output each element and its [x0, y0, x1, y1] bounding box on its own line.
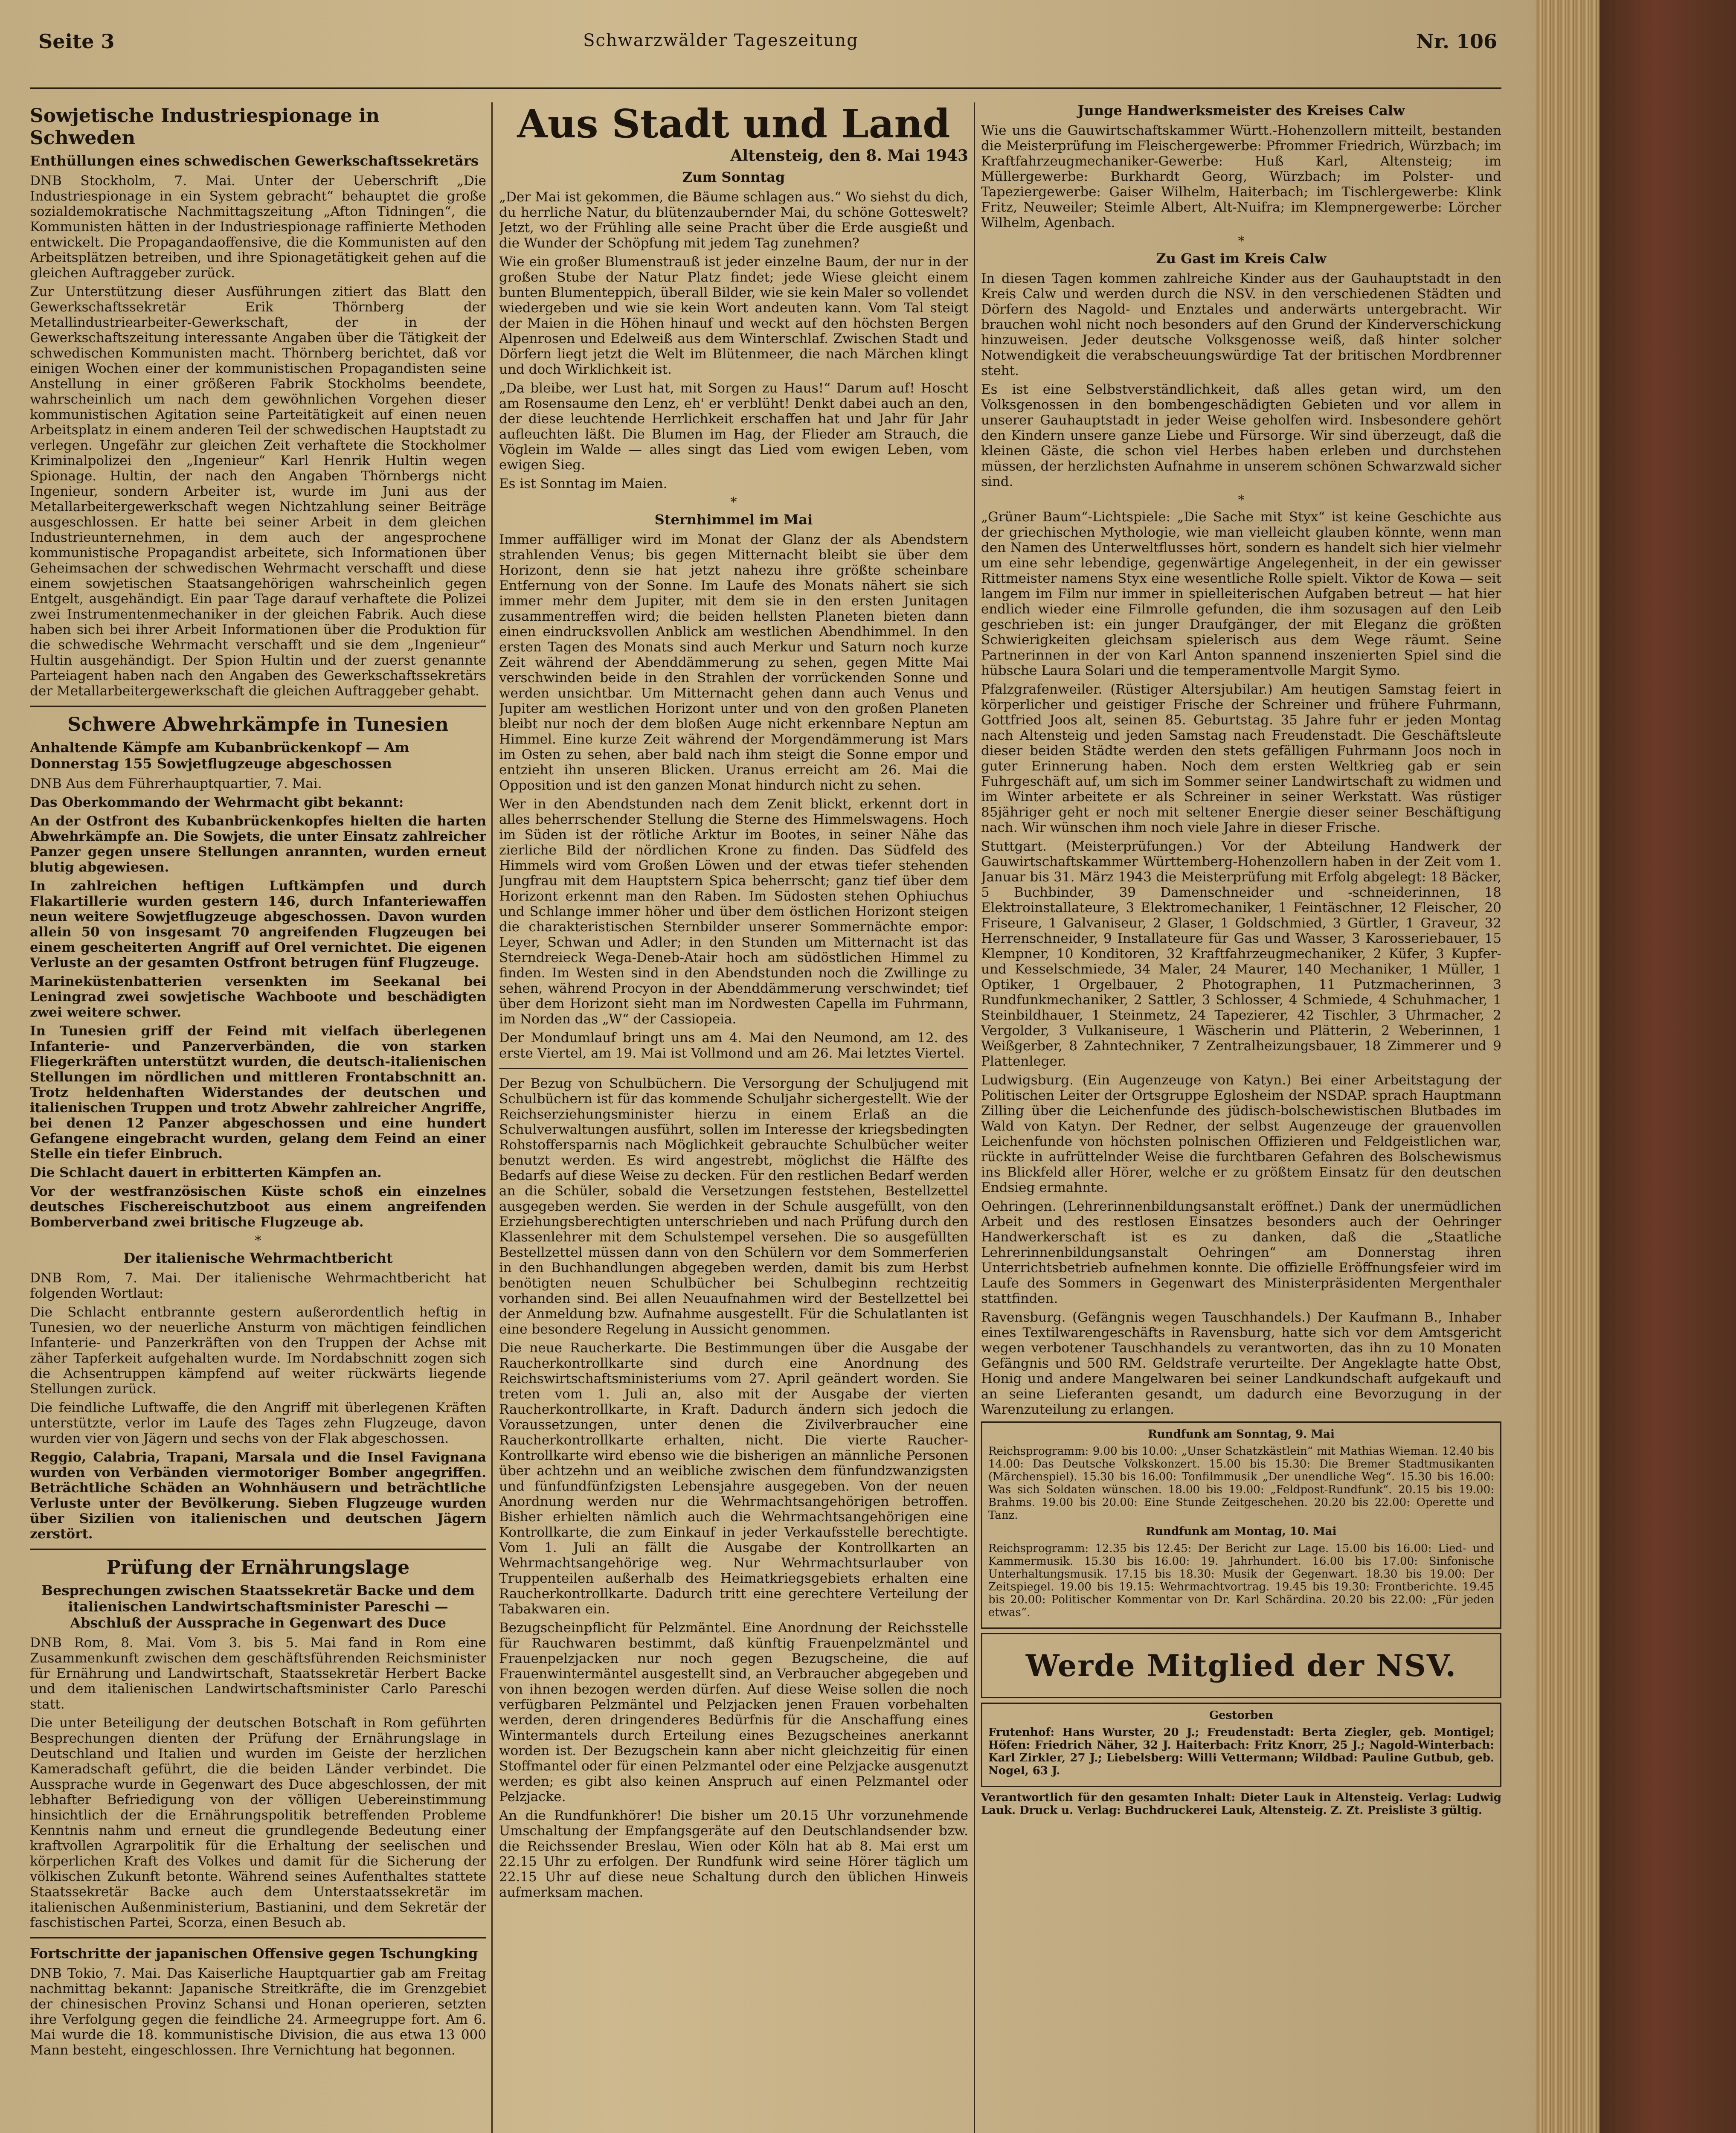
article-title: Zum Sonntag [682, 169, 785, 185]
paragraph: In Tunesien griff der Feind mit vielfach überlegenen Infanterie- und Panzerverbänden, die von starken Fliegerkräften unterstützt wurden, die deutsch-italienischen Stellungen im nördlichen und mittleren Frontabschnitt an. Trotz heldenhaften Widerstandes der deutschen und italienischen Truppen und trotz Abwehr zahlreicher Angriffe, bei denen 12 Panzer abgeschossen und eine hundert Gefangene eingebracht wurden, gelang dem Feind an einer Stelle ein tiefer Einbruch. [30, 1023, 486, 1162]
divider [30, 1549, 486, 1550]
column-divider [491, 102, 493, 2133]
paragraph: Bezugscheinpflicht für Pelzmäntel. Eine Anordnung der Reichsstelle für Rauchwaren bestimmt, daß künftig Frauenpelzmäntel und Frauenpelzjacken nur noch gegen Bezugscheine, die auf Frauenwintermäntel ausgestellt sind, an Verbraucher abgegeben und von ihnen bezogen werden dürfen. Auf diese Weise sollen die noch verfügbaren Pelzmäntel und Pelzjacken jenen Frauen vorbehalten werden, deren dringenderes Bedürfnis für die Anschaffung eines Wintermantels durch Erteilung eines Bezugscheines anerkannt worden ist. Der Bezugschein kann aber nicht gleichzeitig für einen Stoffmantel oder für einen Pelzmantel oder eine Pelzjacke ausgenutzt werden; es gibt also keinen Anspruch auf einen Pelzmantel oder Pelzjacke. [499, 1620, 968, 1805]
column-divider [974, 102, 975, 2133]
article-subtitle: Enthüllungen eines schwedischen Gewerkschaftssekretärs [30, 153, 479, 169]
newspaper-name: Schwarzwälder Tageszeitung [583, 31, 859, 50]
divider [30, 1937, 486, 1938]
paragraph: Wie uns die Gauwirtschaftskammer Württ.-Hohenzollern mitteilt, bestanden die Meisterprüfung im Fleischergewerbe: Pfrommer Friedrich, Würzbach; im Kraftfahrzeugmechaniker-Gewerbe: Huß Karl, Altensteig; im Müllergewerbe: Burkhardt Georg, Würzbach; im Polster- und Tapeziergewerbe: Gaiser Wilhelm, Haiterbach; im Tischlergewerbe: Klink Fritz, Neuweiler; Steimle Albert, Alt-Nuifra; im Klempnergewerbe: Lörcher Wilhelm, Agenbach. [981, 123, 1501, 230]
article-subtitle: Besprechungen zwischen Staatssekretär Backe und dem italienischen Landwirtschaftsminister Pareschi — Abschluß der Aussprache in Gegenwart des Duce [41, 1582, 475, 1631]
obituary-box [981, 1703, 1501, 1787]
paragraph: An der Ostfront des Kubanbrückenkopfes hielten die harten Abwehrkämpfe an. Die Sowjets, die unter Einsatz zahlreicher Panzer gegen unsere Stellungen anrannten, wurden erneut blutig abgewiesen. [30, 814, 486, 875]
separator-star: * [730, 495, 737, 510]
article-title: Prüfung der Ernährungslage [106, 1557, 410, 1578]
article-title: Sowjetische Industriespionage in Schweden [30, 105, 380, 149]
page-header [38, 26, 1497, 77]
paragraph: Stuttgart. (Meisterprüfungen.) Vor der Abteilung Handwerk der Gauwirtschaftskammer Württemberg-Hohenzollern haben in der Zeit vom 1. Januar bis 31. März 1943 die Meisterprüfung mit Erfolg abgelegt: 18 Bäcker, 5 Buchbinder, 39 Damenschneider und -schneiderinnen, 18 Elektroinstallateure, 3 Elektromechaniker, 1 Feintäschner, 12 Fleischer, 20 Friseure, 1 Galvaniseur, 2 Glaser, 1 Goldschmied, 3 Gürtler, 1 Graveur, 32 Herrenschneider, 9 Installateure für Gas und Wasser, 3 Karosseriebauer, 15 Klempner, 10 Konditoren, 32 Kraftfahrzeugmechaniker, 2 Küfer, 3 Kupfer- und Kesselschmiede, 34 Maler, 24 Maurer, 140 Mechaniker, 1 Müller, 1 Optiker, 1 Orgelbauer, 2 Photographen, 11 Putzmacherinnen, 3 Rundfunkmechaniker, 2 Sattler, 3 Schlosser, 4 Schmiede, 4 Schuhmacher, 1 Steinbildhauer, 1 Steinmetz, 24 Tapezierer, 42 Tischler, 3 Uhrmacher, 2 Vergolder, 3 Vulkaniseure, 1 Wäscherin und Plätterin, 2 Weberinnen, 1 Weißgerber, 8 Zahntechniker, 7 Zentralheizungsbauer, 18 Zimmerer und 9 Plattenleger. [981, 839, 1501, 1069]
separator-star: * [1238, 493, 1245, 508]
paragraph: Die Schlacht entbrannte gestern außerordentlich heftig in Tunesien, wo der neuerliche Ansturm von mächtigen feindlichen Infanterie- und Panzerkräften von den Truppen der Achse mit zäher Tapferkeit aufgehalten wurde. Im Nordabschnitt zogen sich die Achsentruppen kämpfend auf weiter rückwärts liegende Stellungen zurück. [30, 1305, 486, 1397]
paragraph: Die neue Raucherkarte. Die Bestimmungen über die Ausgabe der Raucherkontrollkarte sind durch eine Anordnung des Reichswirtschaftsministeriums vom 27. April geändert worden. Sie treten vom 1. Juli an, also mit der Ausgabe der vierten Raucherkontrollkarte, in Kraft. Dadurch ändern sich jedoch die Voraussetzungen, unter denen die Zivilverbraucher eine Raucherkontrollkarte erhalten, nicht. Die vierte Raucher-Kontrollkarte wird ebenso wie die bisherigen an männliche Personen über achtzehn und an weibliche zwischen dem fünfundzwanzigsten und fünfundfünfzigsten Lebensjahre ausgegeben. Von der neuen Anordnung werden nur die Wehrmachtsangehörigen betroffen. Bisher erhielten nämlich auch die Wehrmachtsangehörigen eine Kontrollkarte, die zum Einkauf in jeder Verkaufsstelle berechtigte. Vom 1. Juli an fällt die Ausgabe der Kontrollkarten an Wehrmachtsangehörige weg. Nur Wehrmachtsurlauber von Truppenteilen außerhalb des Heimatkriegsgebiets erhalten eine Raucherkontrollkarte. Dadurch tritt eine gerechtere Verteilung der Tabakwaren ein. [499, 1340, 968, 1617]
paragraph: Die feindliche Luftwaffe, die den Angriff mit überlegenen Kräften unterstützte, verlor im Laufe des Tages zehn Flugzeuge, davon wurden vier von Jägern und sechs von der Flak abgeschossen. [30, 1400, 486, 1446]
column-middle [499, 102, 968, 2133]
book-spine [1600, 0, 1736, 2133]
paragraph: „Da bleibe, wer Lust hat, mit Sorgen zu Haus!“ Darum auf! Hoscht am Rosensaume den Lenz, eh' er verblüht! Denkt dabei auch an den, der diese leuchtende Herrlichkeit erschaffen hat und Jahr für Jahr aufleuchten läßt. Die Blumen im Hag, der Flieder am Strauch, die Vöglein im Walde — alles singt das Lied vom ewigen Leben, vom ewigen Sieg. [499, 381, 968, 473]
paragraph: Reichsprogramm: 12.35 bis 12.45: Der Bericht zur Lage. 15.00 bis 16.00: Lied- und Kammermusik. 15.30 bis 16.00: 19. Jahrhundert. 16.00 bis 17.00: Sinfonische Unterhaltungsmusik. 17.15 bis 18.30: Musik der Gegenwart. 18.30 bis 19.00: Der Zeitspiegel. 19.00 bis 19.15: Wehrmachtvortrag. 19.45 bis 19.30: Frontberichte. 19.45 bis 20.00: Politischer Kommentar von Dr. Karl Schärdina. 20.20 bis 22.00: „Für jeden etwas“. [988, 1542, 1494, 1619]
paragraph: An die Rundfunkhörer! Die bisher um 20.15 Uhr vorzunehmende Umschaltung der Empfangsgeräte auf den Deutschlandsender bzw. die Reichssender Breslau, Wien oder Köln hat ab 8. Mai erst um 22.15 Uhr zu erfolgen. Der Rundfunk wird seine Hörer täglich um 22.15 Uhr auf diese neue Schaltung durch den üblichen Hinweis aufmerksam machen. [499, 1808, 968, 1900]
paragraph: DNB Rom, 8. Mai. Vom 3. bis 5. Mai fand in Rom eine Zusammenkunft zwischen dem geschäftsführenden Reichsminister für Ernährung und Landwirtschaft, Staatssekretär Herbert Backe und dem italienischen Landwirtschaftsminister Carlo Pareschi statt. [30, 1635, 486, 1712]
paragraph: „Der Mai ist gekommen, die Bäume schlagen aus.“ Wo siehst du dich, du herrliche Natur, du blütenzaubernder Mai, du schöne Gotteswelt? Jetzt, wo der Frühling alle seine Pracht über die Erde ausgießt und die Wunder der Schöpfung mit jedem Tag zunehmen? [499, 189, 968, 251]
article-title: Schwere Abwehrkämpfe in Tunesien [67, 714, 449, 735]
paragraph: DNB Stockholm, 7. Mai. Unter der Ueberschrift „Die Industriespionage in ein System gebracht“ behauptet die große sozialdemokratische Nachmittagszeitung „Afton Tidningen“, die Kommunisten hätten in der Industriespionage raffinierte Methoden entwickelt. Die Propagandaoffensive, die die Kommunisten auf den Arbeitsplätzen betreiben, und ihre Spionagetätigkeit gehen auf die gleichen Auftraggeber zurück. [30, 173, 486, 281]
paragraph: Ravensburg. (Gefängnis wegen Tauschhandels.) Der Kaufmann B., Inhaber eines Textilwarengeschäfts in Ravensburg, hatte sich vor dem Amtsgericht wegen verbotener Tauschhandels zu verantworten, das ihn zu 10 Monaten Gefängnis und 500 RM. Geldstrafe verurteilte. Der Angeklagte hatte Obst, Honig und andere Mangelwaren bei seiner Landkundschaft aufgekauft und an seine Lieferanten gesandt, um dadurch eine Bevorzugung in der Warenzuteilung zu erlangen. [981, 1310, 1501, 1417]
radio-title: Rundfunk am Sonntag, 9. Mai [1148, 1428, 1335, 1441]
paragraph: Frutenhof: Hans Wurster, 20 J.; Freudenstadt: Berta Ziegler, geb. Montigel; Höfen: Friedrich Näher, 32 J. Haiterbach: Fritz Knorr, 25 J.; Nagold-Winterbach: Karl Zirkler, 27 J.; Liebelsberg: Willi Vettermann; Wildbad: Pauline Gutbub, geb. Nogel, 63 J. [988, 1726, 1494, 1777]
separator-star: * [255, 1233, 261, 1248]
paragraph: Die unter Beteiligung der deutschen Botschaft in Rom geführten Besprechungen dienten der Prüfung der Ernährungslage in Deutschland und Italien und wurden im Geiste der herzlichen Kameradschaft geführt, die die beiden Länder verbindet. Die Aussprache wurde in Gegenwart des Duce abgeschlossen, der mit lebhafter Befriedigung von der völligen Uebereinstimmung hinsichtlich der die Ernährungspolitik betreffenden Probleme Kenntnis nahm und erneut die grundlegende Bedeutung einer kraftvollen Agrarpolitik für die Erhaltung der seelischen und körperlichen Kraft des Volkes und damit für die Sicherung der völkischen Zukunft betonte. Während seines Aufenthaltes stattete Staatssekretär Backe auch dem Unterstaatssekretär im italienischen Außenministerium, Bastianini, und dem Sekretär der faschistischen Partei, Scorza, einen Besuch ab. [30, 1715, 486, 1930]
paragraph: DNB Rom, 7. Mai. Der italienische Wehrmachtbericht hat folgenden Wortlaut: [30, 1270, 486, 1301]
paragraph: Wer in den Abendstunden nach dem Zenit blickt, erkennt dort in alles beherrschender Stellung die Sterne des Himmelswagens. Hoch im Süden ist der rötliche Arktur im Bootes, in seiner Nähe das zierliche Bild der nördlichen Krone zu finden. Das Südfeld des Himmels wird vom Großen Löwen und der etwas tiefer stehenden Jungfrau mit dem Hauptstern Spica beherrscht; ganz tief über dem Horizont erkennt man den Raben. Im Südosten stehen Ophiuchus und Schlange immer höher und über dem östlichen Horizont steigen die charakteristischen Sternbilder unserer Sommernächte empor: Leyer, Schwan und Adler; in den Stunden um Mitternacht ist das Sterndreieck Wega-Deneb-Atair hoch am südöstlichen Himmel zu finden. Im Westen sind in den Abendstunden noch die Zwillinge zu sehen, während Procyon in der Abenddämmerung verschwindet; tief über dem Horizont sieht man im Nordwesten Capella im Fuhrmann, im Norden das „W“ der Cassiopeia. [499, 796, 968, 1027]
paragraph: Reggio, Calabria, Trapani, Marsala und die Insel Favignana wurden von Verbänden viermotoriger Bomber angegriffen. Beträchtliche Schäden an Wohnhäusern und beträchtliche Verluste unter der Bevölkerung. Sieben Flugzeuge wurden über Sizilien von italienischen und deutschen Jägern zerstört. [30, 1450, 486, 1542]
section-title: Aus Stadt und Land [517, 102, 950, 147]
paragraph: Es ist Sonntag im Maien. [499, 476, 668, 491]
column-left [30, 102, 486, 2133]
article-title: Fortschritte der japanischen Offensive gegen Tschungking [30, 1945, 478, 1962]
separator-star: * [1238, 234, 1245, 249]
paragraph: „Grüner Baum“-Lichtspiele: „Die Sache mit Styx“ ist keine Geschichte aus der griechischen Mythologie, wie man vielleicht glauben könnte, wenn man den Namen des Unterweltflusses hört, sondern es handelt sich hier vielmehr um eine sehr lebendige, gegenwärtige Angelegenheit, in der ein gewisser Rittmeister namens Styx eine wesentliche Rolle spielt. Viktor de Kowa — seit langem im Film nur immer in spielleiterischen Aufgaben betreut — hat hier endlich wieder eine Filmrolle gefunden, die ihm sozusagen auf den Leib geschrieben ist: ein junger Draufgänger, der mit Eleganz die größten Schwierigkeiten gleichsam spielerisch aus dem Wege räumt. Seine Partnerinnen in der von Karl Anton spannend inszenierten Spiel sind die hübsche Laura Solari und die temperamentvolle Margit Symo. [981, 509, 1501, 678]
header-rule [30, 87, 1501, 89]
paragraph: Das Oberkommando der Wehrmacht gibt bekannt: [30, 795, 404, 810]
nsv-ad [981, 1633, 1501, 1698]
paragraph: Immer auffälliger wird im Monat der Glanz der als Abendstern strahlenden Venus; bis gegen Mitternacht bleibt sie über dem Horizont, denn sie hat jetzt nahezu ihre größte scheinbare Entfernung von der Sonne. Im Laufe des Monats nähert sie sich immer mehr dem Jupiter, mit dem sie in den ersten Junitagen zusammentreffen wird; die beiden hellsten Planeten bieten dann einen eindrucksvollen Anblick am westlichen Abendhimmel. In den ersten Tagen des Monats sind auch Merkur und Saturn noch kurze Zeit während der Abenddämmerung zu sehen, gegen Mitte Mai verschwinden beide in den Strahlen der vorrückenden Sonne und werden unsichtbar. Um Mitternacht gehen dann auch Venus und Jupiter am westlichen Horizont unter und von den großen Planeten bleibt nur noch der dem bloßen Auge nicht erkennbare Neptun am Himmel. Eine kurze Zeit während der Morgendämmerung ist Mars im Osten zu sehen, aber bald nach ihm steigt die Sonne empor und entzieht ihn unseren Blicken. Uranus erreicht am 26. Mai die Opposition und ist den ganzen Monat hindurch nicht zu sehen. [499, 532, 968, 793]
nsv-slogan: Werde Mitglied der NSV. [1025, 1648, 1457, 1683]
article-subtitle: Anhaltende Kämpfe am Kubanbrückenkopf — Am Donnerstag 155 Sowjetflugzeuge abgeschossen [30, 739, 409, 772]
divider [499, 1068, 968, 1069]
paragraph: Der Bezug von Schulbüchern. Die Versorgung der Schuljugend mit Schulbüchern ist für das kommende Schuljahr sichergestellt. Wie der Reichserziehungsminister hierzu in einem Erlaß an die Schulverwaltungen ausführt, sollen im Interesse der kriegsbedingten Rohstoffersparnis nach Möglichkeit gebrauchte Schulbücher weiter benutzt werden. Es wird angestrebt, möglichst die Hälfte des Bedarfs auf diese Weise zu decken. Für den restlichen Bedarf werden an die Schüler, sobald die Versetzungen feststehen, Bestellzettel ausgegeben werden. Sie werden in der Schule ausgefüllt, von den Erziehungsberechtigten unterschrieben und nach Prüfung durch den Klassenlehrer mit dem Schulstempel versehen. Die so ausgefüllten Bestellzettel müssen dann von den Schülern vor dem Sommerferien in den Buchhandlungen abgegeben werden, damit bis zum Herbst benötigten neuen Schulbücher bei Schulbeginn rechtzeitig vorhanden sind. Bei allen Neuaufnahmen wird der Bestellzettel bei der Anmeldung bzw. Aufnahme ausgestellt. Für die Schulatlanten ist eine besondere Regelung in Aussicht genommen. [499, 1076, 968, 1337]
paragraph: Es ist eine Selbstverständlichkeit, daß alles getan wird, um den Volksgenossen in den bombengeschädigten Gebieten und vor allem in unserer Gauhauptstadt in jeder Weise geholfen wird. Insbesondere gehört den Kindern unsere ganze Liebe und Fürsorge. Wir sind überzeugt, daß die kleinen Gäste, die schon viel Herbes haben erleben und durchstehen müssen, der herzlichsten Aufnahme in unserem schönen Schwarzwald sicher sind. [981, 382, 1501, 489]
divider [30, 706, 486, 707]
paragraph: Zur Unterstützung dieser Ausführungen zitiert das Blatt den Gewerkschaftssekretär Erik Thörnberg der Metallindustriearbeiter-Gewerkschaft, der in der Gewerkschaftszeitung interessante Angaben über die Tätigkeit der schwedischen Kommunisten macht. Thörnberg berichtet, daß vor einigen Wochen einer der kommunistischen Propagandisten seine Anstellung in einer größeren Fabrik Stockholms beendete, wahrscheinlich um nach dem gewöhnlichen Vorgehen dieser kommunistischen Agitation seine Parteitätigkeit auf einen neuen Arbeitsplatz in einem anderen Teil der schwedischen Hauptstadt zu verlegen. Ungefähr zur gleichen Zeit verhaftete die Stockholmer Kriminalpolizei den „Ingenieur“ Karl Henrik Hultin wegen Spionage. Hultin, der nach den Angaben Thörnbergs nicht Ingenieur, sondern Arbeiter ist, wurde im Juni aus der Metallarbeitergewerkschaft wegen Nichtzahlung seiner Beiträge ausgeschlossen. Er hatte bei seiner Arbeit in dem gleichen Industrieunternehmen, in dem auch der angesprochene kommunistische Propagandist arbeitete, sich Informationen über Geheimsachen der schwedischen Wehrmacht verschafft und diese einem sowjetischen Staatsangehörigen wahrscheinlich gegen Entgelt, ausgehändigt. Ein paar Tage darauf verhaftete die Polizei zwei Instrumentenmechaniker in der gleichen Fabrik. Auch diese haben sich bei ihrer Arbeit Informationen über die Produktion für die schwedische Wehrmacht verschafft und sie dem „Ingenieur“ Hultin ausgehändigt. Der Spion Hultin und der zuerst genannte Parteiagent haben nach den Angaben des Gewerkschaftssekretärs der Metallarbeitergewerkschaft die gleichen Auftraggeber gehabt. [30, 284, 486, 699]
imprint: Verantwortlich für den gesamten Inhalt: Dieter Lauk in Altensteig. Verlag: Ludwig Lauk. Druck u. Verlag: Buchdruckerei Lauk, Altensteig. Z. Zt. Preisliste 3 gültig. [981, 1791, 1501, 1817]
paragraph: Reichsprogramm: 9.00 bis 10.00: „Unser Schatzkästlein“ mit Mathias Wieman. 12.40 bis 14.00: Das Deutsche Volkskonzert. 15.00 bis 15.30: Die Bremer Stadtmusikanten (Märchenspiel). 15.30 bis 16.00: Tonfilmmusik „Der unendliche Weg“. 15.30 bis 16.00: Was sich Soldaten wünschen. 18.00 bis 19.00: „Feldpost-Rundfunk“. 20.15 bis 19.00: Brahms. 19.00 bis 20.00: Eine Stunde Zeitgeschehen. 20.20 bis 22.00: Operette und Tanz. [988, 1445, 1494, 1522]
paragraph: Die Schlacht dauert in erbitterten Kämpfen an. [30, 1165, 382, 1180]
page-number: Seite 3 [38, 30, 115, 53]
paragraph: In zahlreichen heftigen Luftkämpfen und durch Flakartillerie wurden gestern 146, durch Infanteriewaffen neun weitere Sowjetflugzeuge abgeschossen. Davon wurden allein 50 von insgesamt 70 angreifenden Flugzeugen bei einem gescheiterten Angriff auf Orel vernichtet. Die eigenen Verluste an der gesamten Ostfront betrugen fünf Flugzeuge. [30, 878, 486, 971]
issue-number: Nr. 106 [1416, 30, 1497, 53]
paragraph: Pfalzgrafenweiler. (Rüstiger Altersjubilar.) Am heutigen Samstag feiert in körperlicher und geistiger Frische der Schreiner und frühere Fuhrmann, Gottfried Joos alt, seinen 85. Geburtstag. 35 Jahre fuhr er jeden Montag nach Altensteig und jeden Samstag nach Freudenstadt. Die Geschäftsleute dieser beiden Städte werden den stets gefälligen Fuhrmann Joos noch in guter Erinnerung haben. Noch dem ersten Weltkrieg gab er sein Fuhrgeschäft auf, um sich im Sommer seiner Landwirtschaft zu widmen und im Winter arbeitete er als Schreiner in seiner Werkstatt. Was rüstiger 85jähriger geht er noch mit seltener Energie dieser seiner Beschäftigung nach. Wir wünschen ihm noch viele Jahre in dieser Frische. [981, 682, 1501, 835]
paragraph: DNB Aus dem Führerhauptquartier, 7. Mai. [30, 776, 322, 791]
radio-title: Rundfunk am Montag, 10. Mai [1146, 1525, 1337, 1538]
paragraph: Oehringen. (Lehrerinnenbildungsanstalt eröffnet.) Dank der unermüdlichen Arbeit und des restlosen Einsatzes besonders auch der Oehringer Handwerkerschaft ist es zu danken, daß die „Staatliche Lehrerinnenbildungsanstalt Oehringen“ am Donnerstag ihren Unterrichtsbetrieb aufnehmen konnte. Die offizielle Eröffnungsfeier wird im Laufe des Sommers in Gegenwart des Ministerpräsidenten Mergenthaler stattfinden. [981, 1199, 1501, 1306]
paragraph: In diesen Tagen kommen zahlreiche Kinder aus der Gauhauptstadt in den Kreis Calw und werden durch die NSV. in den verschiedenen Städten und Dörfern des Nagold- und Enztales und anderwärts untergebracht. Wir brauchen wohl nicht noch besonders auf den Grund der Kinderverschickung hinzuweisen. Jeder deutsche Volksgenosse weiß, daß hinter solcher Notwendigkeit die verabscheuungswürdige Tat der britischen Mordbrenner steht. [981, 271, 1501, 378]
article-title: Sternhimmel im Mai [654, 511, 813, 528]
paragraph: Der Mondumlauf bringt uns am 4. Mai den Neumond, am 12. des erste Viertel, am 19. Mai ist Vollmond und am 26. Mai letztes Viertel. [499, 1030, 968, 1061]
article-title: Junge Handwerksmeister des Kreises Calw [1077, 102, 1405, 119]
paragraph: Vor der westfranzösischen Küste schoß ein einzelnes deutsches Fischereischutzboot aus einem angreifenden Bomberverband zwei britische Flugzeuge ab. [30, 1184, 486, 1230]
paragraph: Marineküstenbatterien versenkten im Seekanal bei Leningrad zwei sowjetische Wachboote und beschädigten zwei weitere schwer. [30, 974, 486, 1020]
article-title: Zu Gast im Kreis Calw [1156, 250, 1327, 267]
article-title: Der italienische Wehrmachtbericht [123, 1250, 393, 1266]
obituary-title: Gestorben [1209, 1709, 1274, 1722]
paragraph: DNB Tokio, 7. Mai. Das Kaiserliche Hauptquartier gab am Freitag nachmittag bekannt: Japanische Streitkräfte, die im Grenzgebiet der chinesischen Provinz Schansi und Honan operieren, setzten ihre Verfolgung gegen die feindliche 24. Armeegruppe fort. Am 6. Mai wurde die 18. kommunistische Division, die aus etwa 13 000 Mann besteht, eingeschlossen. Ihre Vernichtung hat begonnen. [30, 1966, 486, 2058]
book-binding-edge [1536, 0, 1736, 2133]
paragraph: Wie ein großer Blumenstrauß ist jeder einzelne Baum, der nur in der großen Stube der Natur Platz findet; jede Wiese gleicht einem bunten Blumenteppich, überall Bilder, wie sie kein Maler so vollendet wiedergeben und wie sie kein Wort andeuten kann. Vom Tal steigt der Maien in die Höhen hinauf und weckt auf den höchsten Bergen Alpenrosen und Edelweiß aus dem Winterschlaf. Zwischen Stadt und Dörfern liegt jetzt die Welt im Blütenmeer, die nach Märchen klingt und doch Wirklichkeit ist. [499, 254, 968, 377]
paragraph: Ludwigsburg. (Ein Augenzeuge von Katyn.) Bei einer Arbeitstagung der Politischen Leiter der Ortsgruppe Eglosheim der NSDAP. sprach Hauptmann Zilling über die Leichenfunde des jüdisch-bolschewistischen Blutbades im Wald von Katyn. Der Redner, der selbst Augenzeuge der grauenvollen Leichenfunde von höchsten polnischen Offizieren und Feldgeistlichen war, rückte in aufrüttelnder Weise die furchtbaren Gefahren des Bolschewismus ins Blickfeld aller Hörer, welche er zu größtem Einsatz für den deutschen Endsieg ermahnte. [981, 1072, 1501, 1195]
dateline: Altensteig, den 8. Mai 1943 [730, 147, 968, 165]
column-right [981, 102, 1501, 2133]
radio-program-box [981, 1421, 1501, 1629]
